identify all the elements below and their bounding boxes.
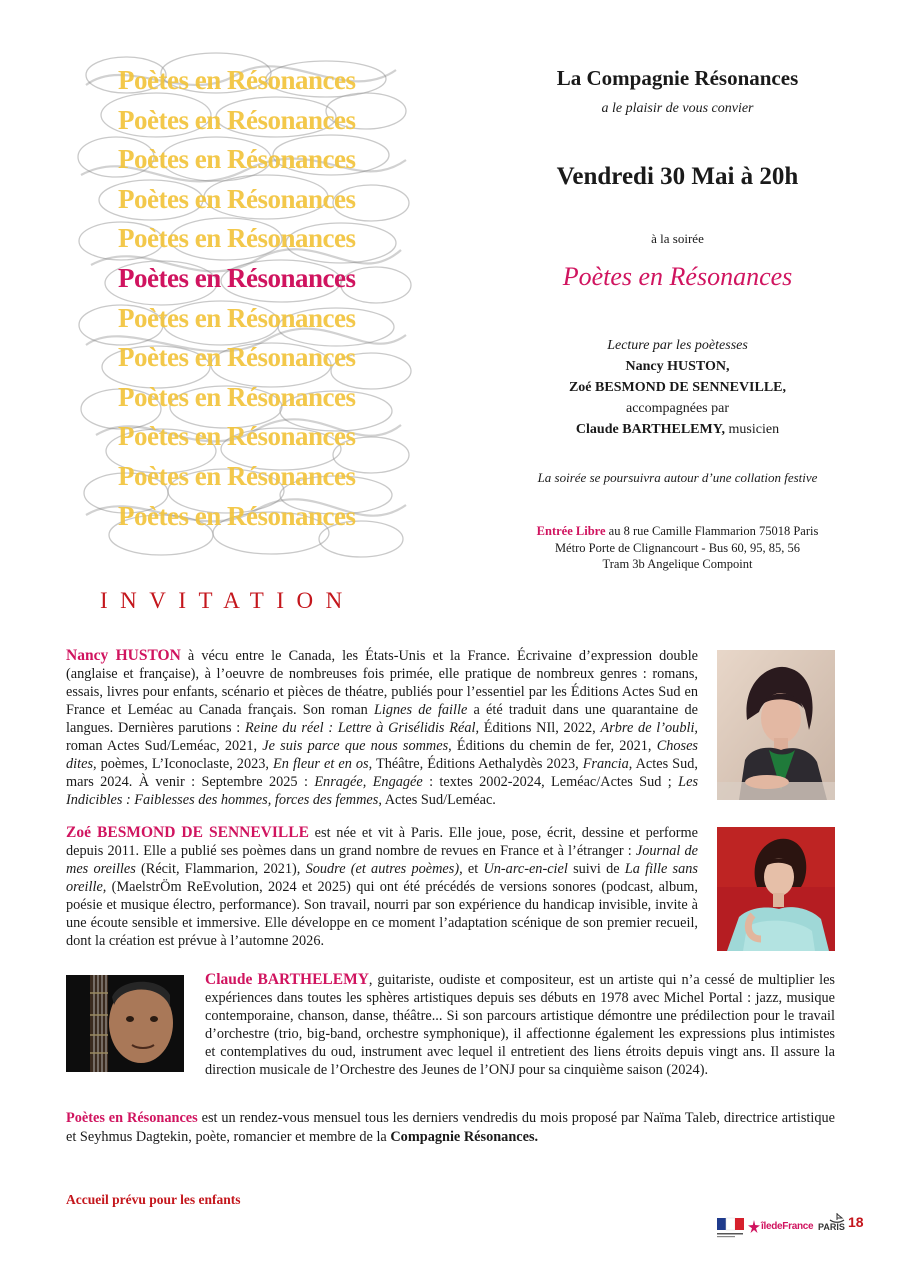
bio-text: : textes 2002-2024, Leméac/Actes Sud ;: [422, 774, 679, 790]
address-line-2: Métro Porte de Clignancourt - Bus 60, 95, 85, 56: [554, 540, 801, 555]
event-series-description: [66, 1109, 835, 1147]
poster-title-line: Poètes en Résonances: [118, 104, 356, 135]
poster-title-line: Poètes en Résonances: [118, 263, 356, 293]
bio-text: roman Actes Sud/Leméac, 2021,: [66, 738, 263, 754]
book-title: Je suis parce que nous sommes: [262, 738, 449, 754]
invitation-phrase: a le plaisir de vous convier: [601, 101, 754, 116]
organization-name: La Compagnie Résonances: [556, 66, 799, 90]
ile-de-france-logo: îledeFrance: [761, 1221, 814, 1232]
photo-nancy-huston: [717, 650, 835, 800]
sponsor-logos: [715, 1212, 875, 1242]
event-title: Poètes en Résonances: [562, 262, 793, 291]
bio-text: est née et vit à Paris. Elle joue, pose, écrit, dessine et performe depuis 2011. Elle a publié ses poèmes dans un grand nombre de revues en France et à l’étranger :: [66, 825, 699, 859]
bio-text: , Théâtre, Éditions Aethalydès 2023,: [368, 756, 583, 772]
book-title: Enragée, Engagée: [314, 774, 423, 790]
bio-text: à vécu entre le Canada, les États-Unis et la France. Écrivaine d’expression double (anglaise et française), à l’oeuvre de nombreuses fois primée, elle pratique de nombreux genres : romans, essais, livres pour enfants, scénario et pièces de théatre, publiés pour l’essentiel par les Éditions Actes Sud en France et Leméac au Canada français. Son roman: [66, 648, 699, 718]
poster-title-line: Poètes en Résonances: [118, 223, 356, 254]
poster-title-line: Poètes en Résonances: [118, 461, 356, 491]
poster-title-line: Poètes en Résonances: [118, 342, 356, 373]
ship-icon: [828, 1212, 846, 1224]
bio-text: Éditions NIl, 2022,: [479, 720, 601, 736]
musician-role: musicien: [725, 422, 780, 437]
poet-besmond: Zoé BESMOND DE SENNEVILLE,: [568, 380, 787, 395]
book-title: Les Indicibles : Faiblesses des hommes, forces des femmes: [66, 774, 699, 808]
reading-intro: Lecture par les poètesses: [607, 338, 748, 353]
bio-text: (Récit, Flammarion, 2021),: [135, 861, 306, 877]
soiree-intro: à la soirée: [651, 231, 704, 246]
portrait-barthelemy-image: [66, 975, 184, 1072]
book-title: En fleur et en os: [273, 756, 369, 772]
book-title: Journal de mes oreilles: [66, 843, 698, 877]
poster-title-line: Poètes en Résonances: [118, 381, 356, 412]
bio-name-besmond: Zoé BESMOND DE SENNEVILLE: [66, 824, 309, 841]
free-entry: Entrée Libre: [536, 524, 606, 538]
event-date: Vendredi 30 Mai à 20h: [556, 163, 799, 190]
address-block: [430, 523, 905, 573]
poster-artwork: [66, 45, 421, 565]
photo-zoe-besmond: [717, 827, 835, 951]
bio-text: , Éditions du chemin de fer, 2021,: [448, 738, 657, 754]
photo-claude-barthelemy: [66, 975, 184, 1072]
address-line-3: Tram 3b Angelique Compoint: [602, 557, 753, 571]
portrait-besmond-image: [717, 827, 835, 951]
bio-text: , poèmes, L’Iconoclaste, 2023,: [93, 756, 274, 772]
book-title: Lignes de faille: [373, 702, 468, 718]
book-title: Francia: [582, 756, 629, 772]
bio-name-huston: Nancy HUSTON: [66, 647, 181, 664]
book-title: Un-arc-en-ciel: [483, 861, 568, 877]
bio-barthelemy: [205, 971, 835, 1079]
portrait-huston-image: [717, 650, 835, 800]
paris-logo: PARIS: [818, 1222, 845, 1232]
book-title: Choses dites: [66, 738, 698, 772]
invitation-label: INVITATION: [100, 588, 355, 613]
reading-details: [430, 335, 905, 440]
poet-huston: Nancy HUSTON,: [625, 359, 730, 374]
bio-name-barthelemy: Claude BARTHELEMY: [205, 971, 369, 988]
bio-huston: [66, 647, 698, 809]
series-name: Poètes en Résonances: [66, 1110, 198, 1126]
star-icon: [747, 1220, 761, 1234]
poster-title-line: Poètes en Résonances: [118, 302, 356, 333]
musician-name: Claude BARTHELEMY,: [575, 422, 726, 437]
book-title: Arbre de l’oubli,: [600, 720, 698, 736]
bio-text: suivi de: [567, 861, 625, 877]
poster-title-line: Poètes en Résonances: [118, 144, 356, 175]
company-name: Compagnie Résonances.: [390, 1129, 539, 1145]
address-line-1: au 8 rue Camille Flammarion 75018 Paris: [605, 524, 819, 538]
book-title: La fille sans oreille,: [66, 861, 698, 895]
poster-title-line: Poètes en Résonances: [118, 421, 356, 452]
accompanied-text: accompagnées par: [626, 401, 729, 416]
collation-note: La soirée se poursuivra autour d’une collation festive: [537, 470, 818, 485]
bio-text: , guitariste, oudiste et compositeur, est un artiste qui n’a cessé de multiplier les expériences dans toutes les sphères artistiques depuis ses débuts en 1978 avec Michel Portal : jazz, musique contemporaine, chanson, danse, théâtre... Si son parcours artistique démontre une prédilection pour le travail d’orchestre (trio, big-band, orchestre symphonique), il affectionne également les expressions plus intimistes et contemplatives du oud, instrument avec lequel il entretient des liens étroits depuis vingt ans. Il assure la direction musicale de l’Orchestre des Jeunes de l’ONJ pour sa cinquième saison (2024).: [205, 972, 835, 1078]
bio-text: a été traduit dans une quarantaine de langues. Dernières parutions :: [66, 702, 699, 736]
bio-besmond: [66, 824, 698, 950]
book-title: Reine du réel : Lettre à Grisélidis Réal,: [245, 720, 480, 736]
children-welcome-note: Accueil prévu pour les enfants: [66, 1192, 241, 1207]
series-text: est un rendez-vous mensuel tous les derniers vendredis du mois proposé par Naïma Taleb, directrice artistique et Seyhmus Dagtekin, poète, romancier et membre de la: [66, 1110, 835, 1145]
book-title: Soudre (et autres poèmes),: [305, 861, 463, 877]
poster-title-line: Poètes en Résonances: [118, 183, 356, 214]
arrondissement-18-logo: 18: [848, 1214, 864, 1230]
bio-text: (MaelstrÖm ReEvolution, 2024 et 2025) qui ont été précédés de versions sonores (podcast, album, poésie et musique électro, performance). Son travail, nourri par son expérience du handicap invisible, invite à une écoute sensible et immersive. Elle développe en ce moment l’adaptation scénique de son premier recueil, dont la création est prévue à l’automne 2026.: [66, 879, 698, 949]
bio-text: , Actes Sud/Leméac.: [378, 792, 496, 808]
poster-title-line: Poètes en Résonances: [118, 65, 356, 95]
bio-text: et: [462, 861, 484, 877]
bio-text: , Actes Sud, mars 2024. À venir : Septembre 2025 :: [66, 756, 699, 790]
poster-title-line: Poètes en Résonances: [118, 500, 356, 531]
